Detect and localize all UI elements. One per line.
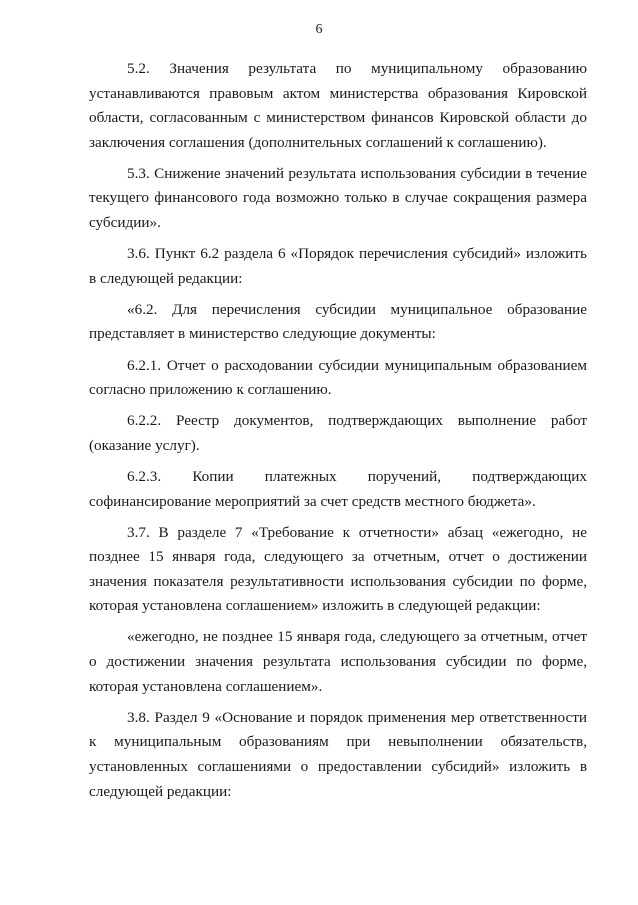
paragraph-3-6: 3.6. Пункт 6.2 раздела 6 «Порядок перечисления субсидий» изложить в следующей редакции: <box>89 245 587 287</box>
page-number: 6 <box>315 22 323 37</box>
paragraph-3-8: 3.8. Раздел 9 «Основание и порядок применения мер ответственности к муниципальным образованиям при невыполнении обязательств, установленных соглашениями о предоставлении субсидий» изложить в следующей редакции: <box>89 708 587 800</box>
paragraph-5-3: 5.3. Снижение значений результата использования субсидии в течение текущего финансового года возможно только в случае сокращения размера субсидии». <box>89 164 587 232</box>
paragraph-6-2-3: 6.2.3. Копии платежных поручений, подтверждающих софинансирование мероприятий за счет средств местного бюджета». <box>89 467 587 510</box>
paragraph-3-7: 3.7. В разделе 7 «Требование к отчетности» абзац «ежегодно, не позднее 15 января года, следующего за отчетным, отчет о достижении значения показателя результативности использования субсидии по форме, которая установлена соглашением» изложить в следующей редакции: <box>89 523 587 615</box>
document-body <box>89 57 587 811</box>
paragraph-6-2: «6.2. Для перечисления субсидии муниципальное образование представляет в министерство следующие документы: <box>89 300 587 343</box>
paragraph-reporting-quote: «ежегодно, не позднее 15 января года, следующего за отчетным, отчет о достижении значения результата использования субсидии по форме, которая установлена соглашением». <box>89 628 587 695</box>
paragraph-6-2-2: 6.2.2. Реестр документов, подтверждающих выполнение работ (оказание услуг). <box>89 412 587 454</box>
paragraph-5-2: 5.2. Значения результата по муниципальному образованию устанавливаются правовым актом министерства образования Кировской области, согласованным с министерством финансов Кировской области до заключения соглашения (дополнительных соглашений к соглашению). <box>89 60 587 151</box>
paragraph-6-2-1: 6.2.1. Отчет о расходовании субсидии муниципальным образованием согласно приложению к соглашению. <box>89 356 587 399</box>
